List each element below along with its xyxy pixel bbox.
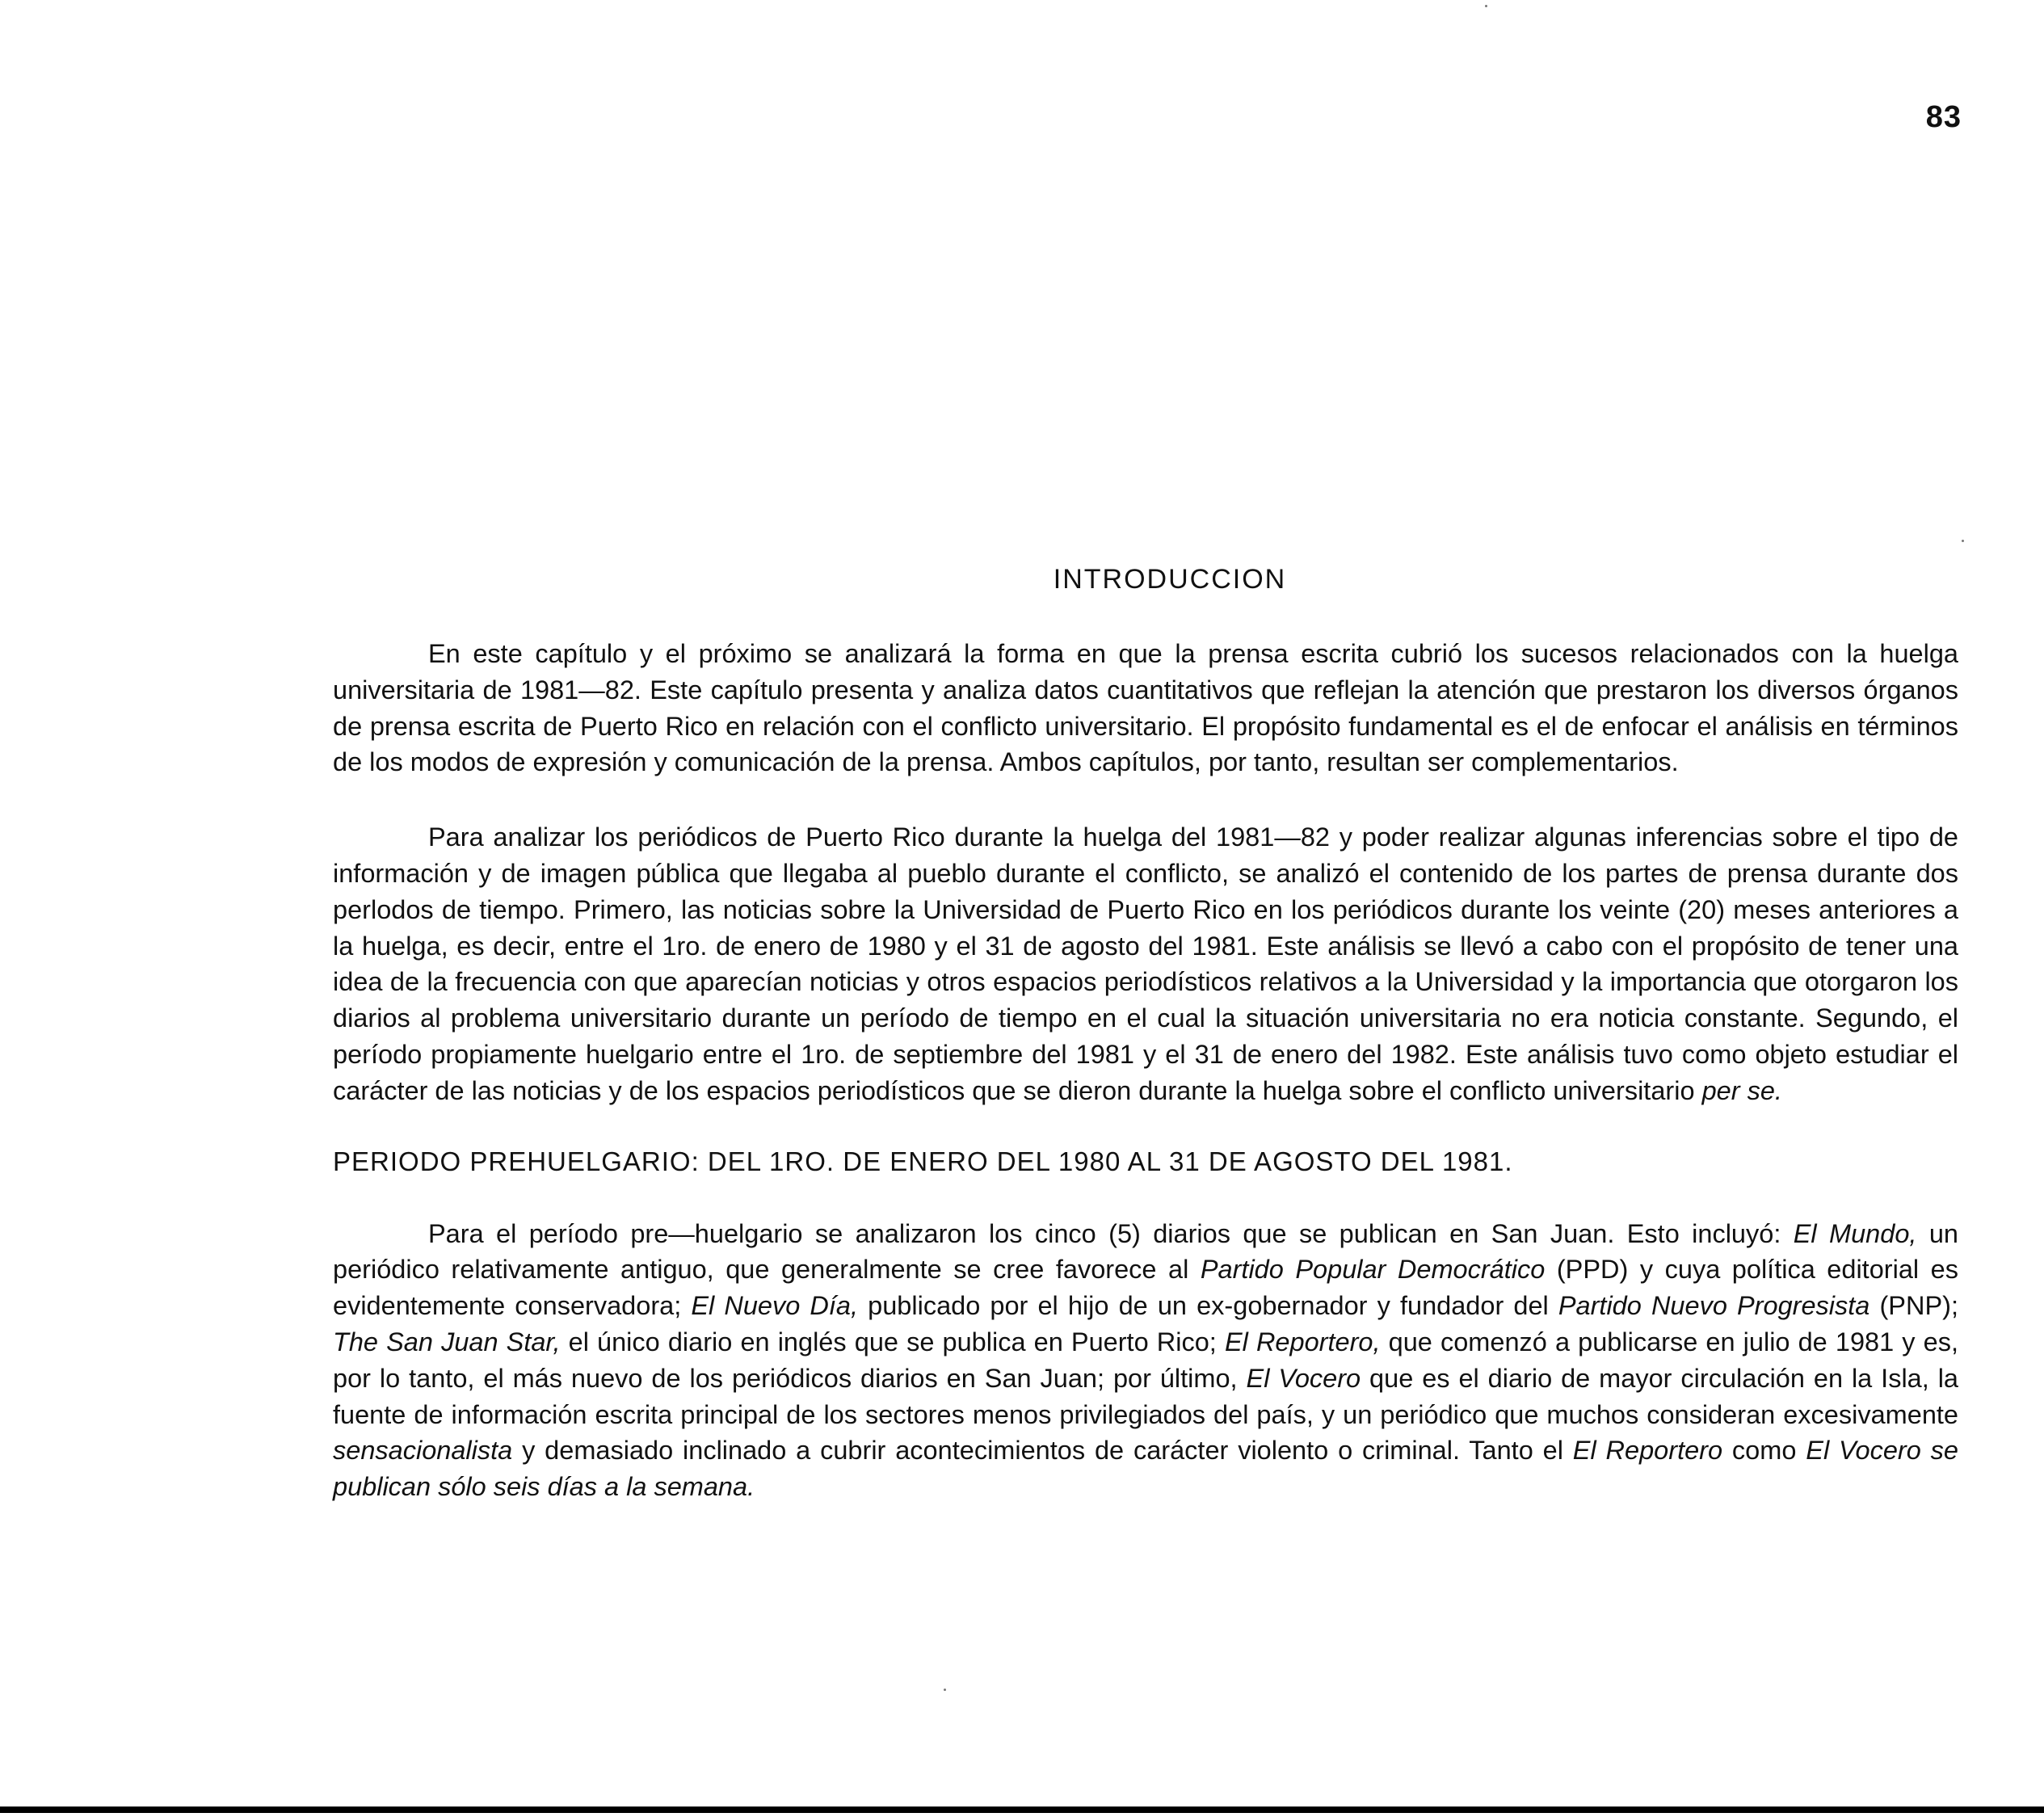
paragraph-intro-text: En este capítulo y el próximo se analizará la forma en que la prensa escrita cubrió los sucesos relacionados con la huelga universitaria de 1981—82. Este capítulo presenta y analiza datos cuantitativos que reflejan la atención que prestaron los diversos órganos de prensa escrita de Puerto Rico en relación con el conflicto universitario. El propósito fundamental es el de enfocar el análisis en términos de los modos de expresión y comunicación de la prensa. Ambos capítulos, por tanto, resultan ser complementarios. — [333, 639, 1958, 777]
text-run: como — [1722, 1436, 1806, 1466]
text-run: publicado por el hijo de un ex-gobernador y fundador del — [858, 1291, 1558, 1321]
text-run: el único diario en inglés que se publica en Puerto Rico; — [560, 1327, 1225, 1356]
text-run: y demasiado inclinado a cubrir acontecimientos de carácter violento o criminal. Tanto el — [512, 1436, 1573, 1466]
scan-speck — [944, 1689, 946, 1691]
paragraph-newspapers — [333, 1216, 1958, 1505]
newspaper-name: The San Juan Star, — [333, 1327, 561, 1356]
section-heading: PERIODO PREHUELGARIO: DEL 1RO. DE ENERO DEL 1980 AL 31 DE AGOSTO DEL 1981. — [333, 1146, 1513, 1176]
newspaper-name: El Vocero se publican sólo seis días a la semana. — [333, 1436, 1958, 1502]
newspaper-name: El Nuevo Día, — [691, 1291, 859, 1321]
document-body — [333, 564, 1958, 1505]
scan-speck — [1485, 5, 1487, 7]
chapter-title: INTRODUCCION — [1053, 564, 1287, 595]
text-run: (PPD) y cuya política editorial es evidentemente conservadora; — [333, 1255, 1958, 1321]
text-run: que comenzó a publicarse en julio de 1981 y es, por lo tanto, el más nuevo de los periódicos diarios en San Juan; por último, — [333, 1327, 1959, 1393]
newspaper-name: El Vocero — [1246, 1363, 1361, 1393]
party-name: Partido Popular Democrático — [1200, 1255, 1546, 1285]
text-run: Para el período pre—huelgario se analizaron los cinco (5) diarios que se publican en San Juan. Esto incluyó: — [428, 1218, 1794, 1248]
paragraph-intro — [333, 636, 1958, 780]
text-run: (PNP); — [1869, 1291, 1958, 1321]
latin-phrase: per se. — [1701, 1075, 1782, 1105]
party-name: Partido Nuevo Progresista — [1558, 1291, 1870, 1321]
newspaper-name: El Mundo, — [1793, 1218, 1917, 1248]
newspaper-name: El Reportero, — [1224, 1327, 1381, 1356]
newspaper-name: El Reportero — [1572, 1436, 1723, 1466]
scan-speck — [1962, 540, 1964, 542]
page-number: 83 — [1925, 100, 1962, 134]
text-run: que es el diario de mayor circulación en la Isla, la fuente de información escrita principal de los sectores menos privilegiados del país, y un periódico que muchos consideran excesivamente — [333, 1363, 1959, 1429]
text-run: un periódico relativamente antiguo, que generalmente se cree favorece al — [333, 1218, 1958, 1285]
emphasis-term: sensacionalista — [333, 1436, 513, 1466]
page-bottom-rule — [0, 1806, 2044, 1813]
paragraph-method — [333, 819, 1958, 1108]
paragraph-method-text: Para analizar los periódicos de Puerto Rico durante la huelga del 1981—82 y poder realizar algunas inferencias sobre el tipo de información y de imagen pública que llegaba al pueblo durante el conflicto, se analizó el contenido de los partes de prensa durante dos perlodos de tiempo. Primero, las noticias sobre la Universidad de Puerto Rico en los periódicos durante los veinte (20) meses anteriores a la huelga, es decir, entre el 1ro. de enero de 1980 y el 31 de agosto del 1981. Este análisis se llevó a cabo con el propósito de tener una idea de la frecuencia con que aparecían noticias y otros espacios periodísticos relativos a la Universidad y la importancia que otorgaron los diarios al problema universitario durante un período de tiempo en el cual la situación universitaria no era noticia constante. Segundo, el período propiamente huelgario entre el 1ro. de septiembre del 1981 y el 31 de enero del 1982. Este análisis tuvo como objeto estudiar el carácter de las noticias y de los espacios periodísticos que se dieron durante la huelga sobre el conflicto universitario — [333, 822, 1958, 1105]
